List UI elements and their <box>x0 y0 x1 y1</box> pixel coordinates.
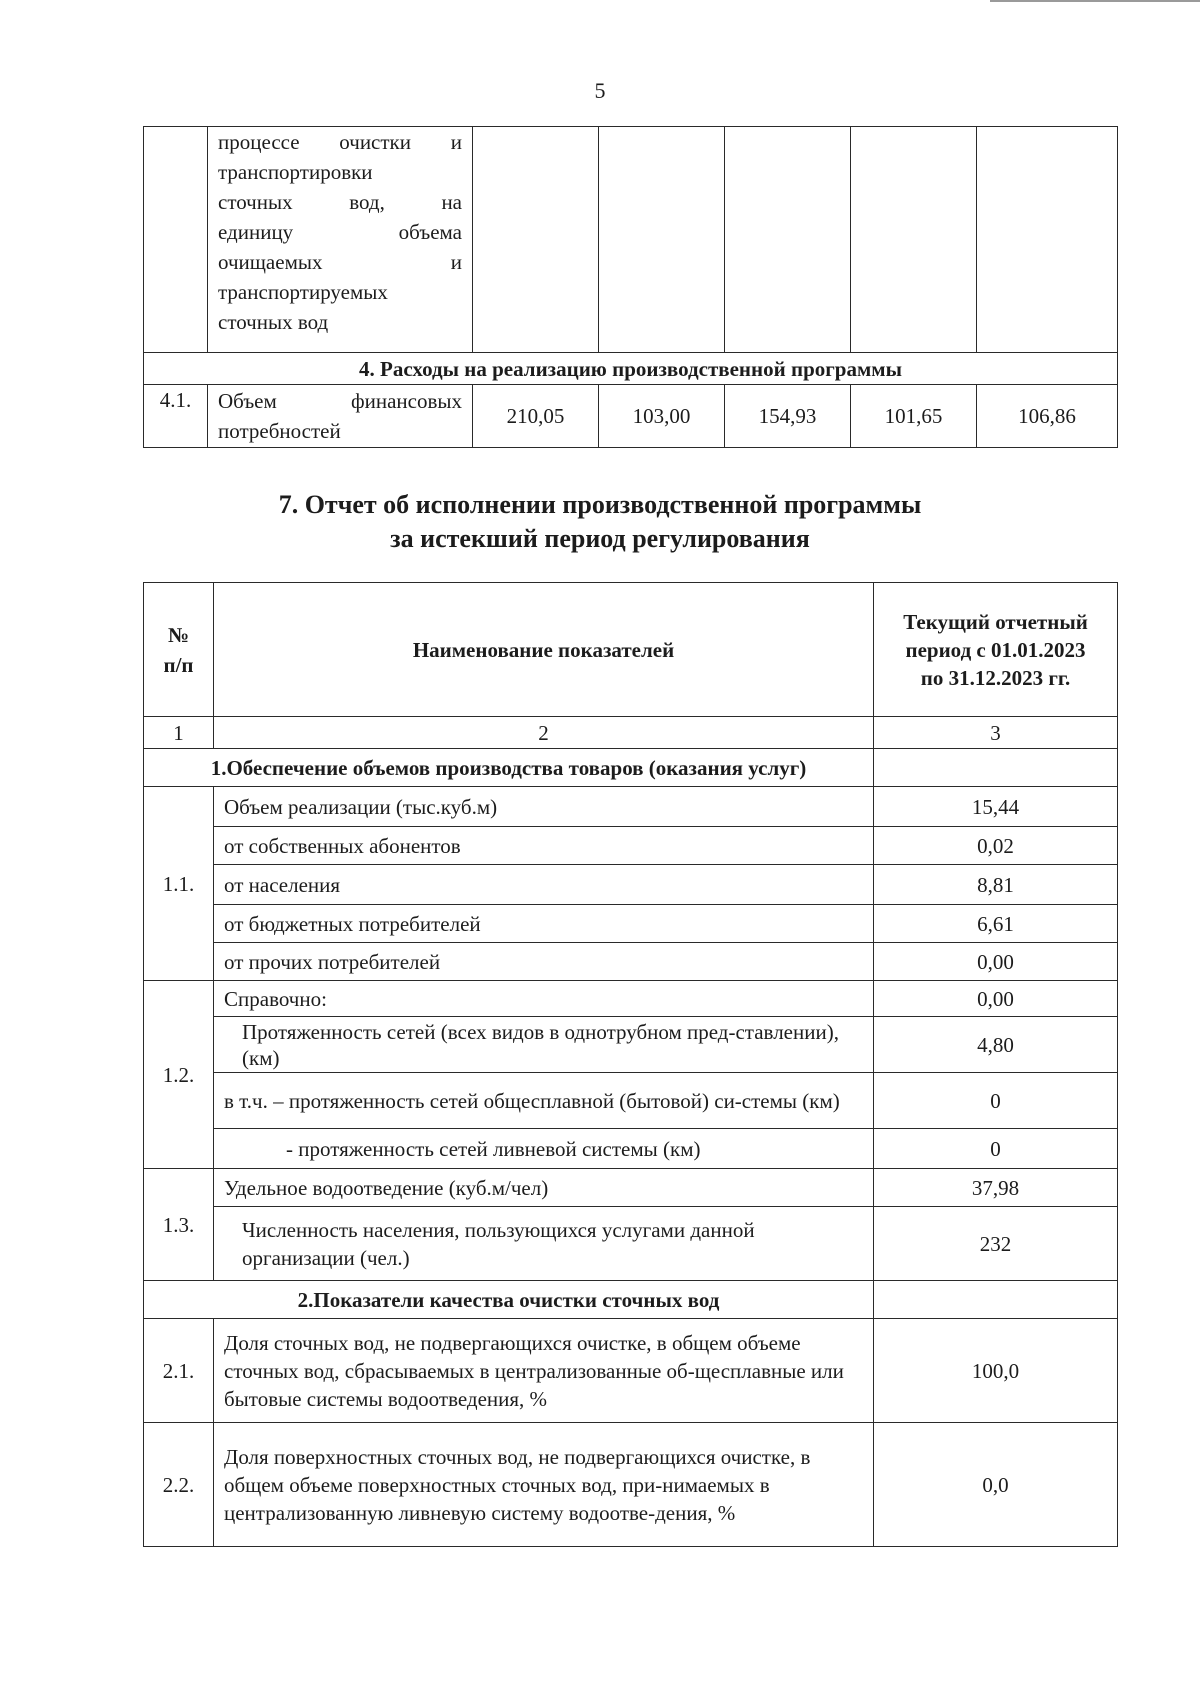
indicator-name-cell: Объем финансовых потребностей <box>208 385 473 448</box>
table-row <box>144 127 1118 353</box>
value-cell: 103,00 <box>599 385 725 448</box>
row-number: 2.1. <box>144 1319 214 1423</box>
row-number-cell <box>144 127 208 353</box>
column-numbers-row <box>144 717 1118 749</box>
table-row <box>144 865 1118 905</box>
value-cell: 101,65 <box>851 385 977 448</box>
value-cell <box>599 127 725 353</box>
indicator-name: от населения <box>214 865 874 905</box>
table-row <box>144 787 1118 827</box>
section1-title: 1.Обеспечение объемов производства товаров (оказания услуг) <box>144 749 874 787</box>
indicator-value: 0,02 <box>874 827 1118 865</box>
indicator-value: 37,98 <box>874 1169 1118 1207</box>
table-header-row <box>144 583 1118 717</box>
column-number: 3 <box>874 717 1118 749</box>
column-number: 1 <box>144 717 214 749</box>
column-header-period: Текущий отчетный период с 01.01.2023 по 31.12.2023 гг. <box>874 583 1118 717</box>
indicator-name: Удельное водоотведение (куб.м/чел) <box>214 1169 874 1207</box>
column-header-name: Наименование показателей <box>214 583 874 717</box>
page-number: 5 <box>594 78 606 103</box>
indicator-name: Объем реализации (тыс.куб.м) <box>214 787 874 827</box>
empty-cell <box>874 1281 1118 1319</box>
indicator-name: Доля сточных вод, не подвергающихся очистке, в общем объеме сточных вод, сбрасываемых в централизованные об-щесплавные или бытовые системы водоотведения, % <box>214 1319 874 1423</box>
indicator-value: 232 <box>874 1207 1118 1281</box>
execution-report-table <box>143 582 1118 1547</box>
section2-title: 2.Показатели качества очистки сточных вод <box>144 1281 874 1319</box>
indicator-name: от собственных абонентов <box>214 827 874 865</box>
table-row <box>144 1207 1118 1281</box>
value-cell <box>473 127 599 353</box>
table-row <box>144 1169 1118 1207</box>
value-cell <box>725 127 851 353</box>
indicator-value: 0,00 <box>874 981 1118 1017</box>
table-row <box>144 1423 1118 1547</box>
row-number: 1.2. <box>144 981 214 1169</box>
indicator-value: 8,81 <box>874 865 1118 905</box>
production-program-table-continuation <box>143 126 1118 448</box>
row-number: 1.3. <box>144 1169 214 1281</box>
empty-cell <box>874 749 1118 787</box>
column-header-number: № п/п <box>144 583 214 717</box>
indicator-name-cell: процессе очистки и транспортировки сточных вод, на единицу объема очищаемых и транспортируемых сточных вод <box>208 127 473 353</box>
indicator-value: 0 <box>874 1129 1118 1169</box>
section-title: 7. Отчет об исполнении производственной программы за истекший период регулирования <box>278 490 922 553</box>
table-row <box>144 1319 1118 1423</box>
indicator-value: 6,61 <box>874 905 1118 943</box>
table-row <box>144 1073 1118 1129</box>
row-number: 1.1. <box>144 787 214 981</box>
indicator-name: от бюджетных потребителей <box>214 905 874 943</box>
indicator-name: от прочих потребителей <box>214 943 874 981</box>
indicator-value: 0,0 <box>874 1423 1118 1547</box>
table-row <box>144 827 1118 865</box>
table-row <box>144 1017 1118 1073</box>
indicator-name: Справочно: <box>214 981 874 1017</box>
section4-header: 4. Расходы на реализацию производственной программы <box>144 353 1118 385</box>
indicator-value: 4,80 <box>874 1017 1118 1073</box>
indicator-name: в т.ч. – протяженность сетей общесплавной (бытовой) си-стемы (км) <box>214 1073 874 1129</box>
indicator-name: - протяженность сетей ливневой системы (км) <box>214 1129 874 1169</box>
section-header-row <box>144 749 1118 787</box>
row-number: 4.1. <box>144 385 208 448</box>
column-number: 2 <box>214 717 874 749</box>
indicator-name: Доля поверхностных сточных вод, не подвергающихся очистке, в общем объеме поверхностных сточных вод, при-нимаемых в централизованную ливневую систему водоотве-дения, % <box>214 1423 874 1547</box>
value-cell: 210,05 <box>473 385 599 448</box>
section-header-row <box>144 353 1118 385</box>
indicator-value: 15,44 <box>874 787 1118 827</box>
indicator-name: Протяженность сетей (всех видов в однотрубном пред-ставлении), (км) <box>214 1017 874 1073</box>
table-row <box>144 905 1118 943</box>
scan-edge-mark <box>990 0 1200 2</box>
table-row <box>144 1129 1118 1169</box>
indicator-value: 100,0 <box>874 1319 1118 1423</box>
value-cell: 106,86 <box>977 385 1118 448</box>
indicator-name: Численность населения, пользующихся услугами данной организации (чел.) <box>214 1207 874 1281</box>
row-number: 2.2. <box>144 1423 214 1547</box>
table-row <box>144 943 1118 981</box>
table-row <box>144 981 1118 1017</box>
value-cell <box>977 127 1118 353</box>
value-cell: 154,93 <box>725 385 851 448</box>
value-cell <box>851 127 977 353</box>
table-row <box>144 385 1118 448</box>
indicator-value: 0 <box>874 1073 1118 1129</box>
section-header-row <box>144 1281 1118 1319</box>
indicator-value: 0,00 <box>874 943 1118 981</box>
